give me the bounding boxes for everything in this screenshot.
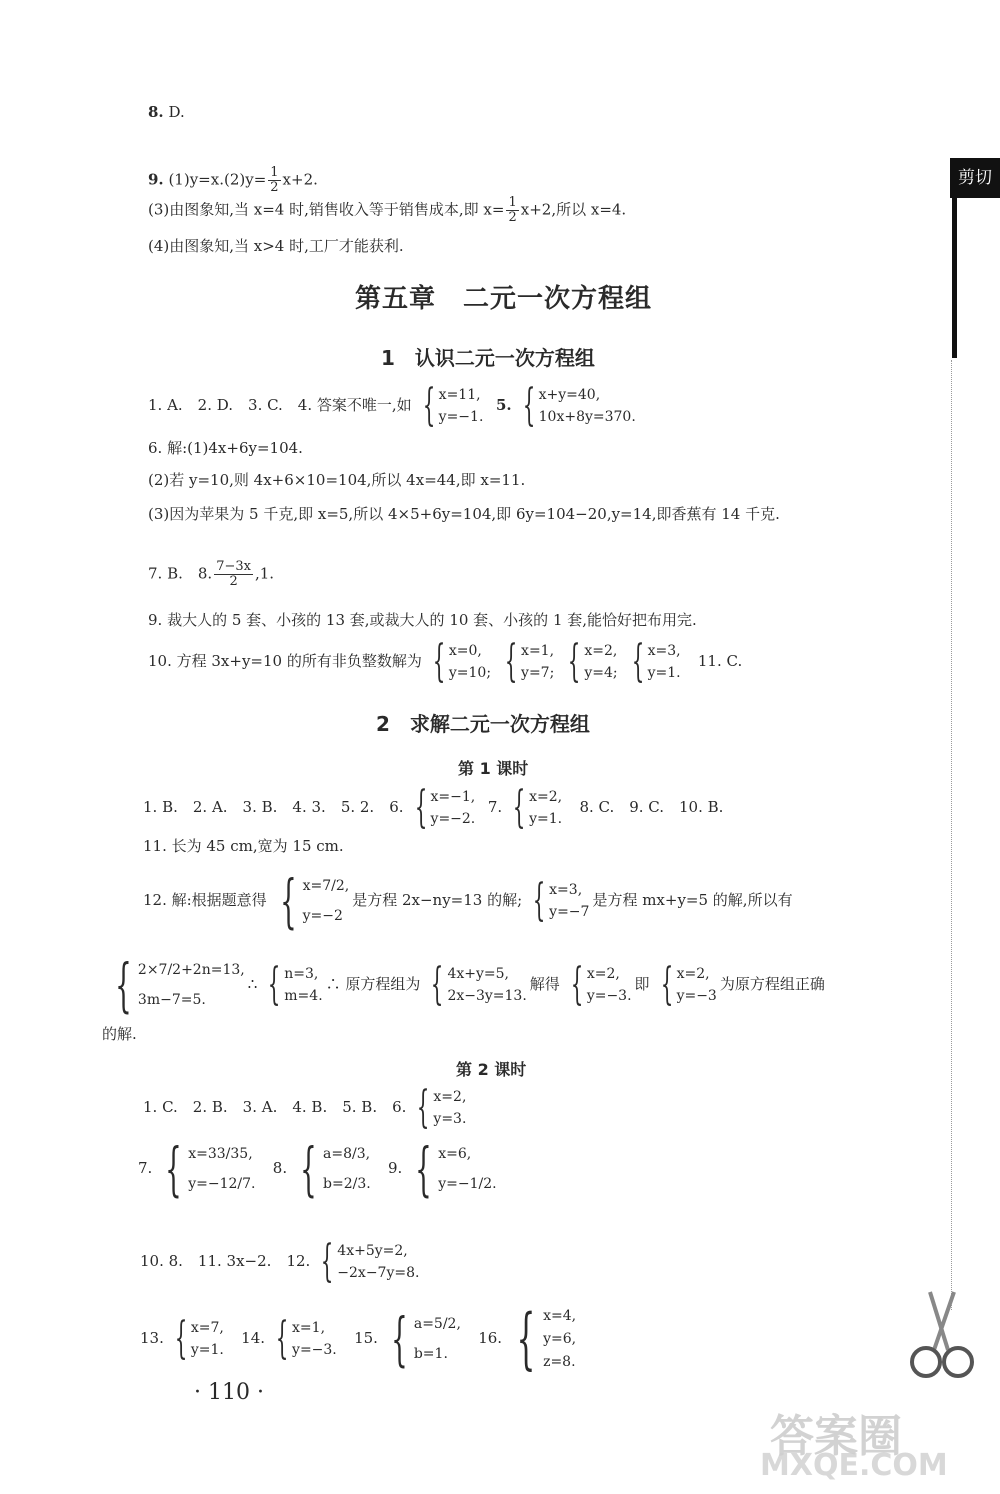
lesson2-line2: 7. { x=33/35, y=−12/7. 8. { a=8/3, b=2/3. 9. { x=6, y=−1/2. [138, 1135, 497, 1203]
lesson1-q12-cont: { 2×7/2+2n=13, 3m−7=5. ∴ { n=3, m=4. ∴ 原方程组为 { 4x+y=5, 2x−3y=13. 解得 { x=2, y=−3. 即 { x=2, y=−3 为原方程组正确 [115, 951, 825, 1019]
lesson-1-title: 第 1 课时 [458, 759, 529, 778]
sec1-q6-3: (3)因为苹果为 5 千克,即 x=5,所以 4×5+6y=104,即 6y=104−20,y=14,即香蕉有 14 千克. [148, 505, 780, 523]
sec1-q10: 10. 方程 3x+y=10 的所有非负整数解为 { x=0, y=10; { x=1, y=7; { x=2, y=4; { x=3, y=1. 11. C. [148, 636, 743, 687]
sec1-line1: 1. A. 2. D. 3. C. 4. 答案不唯一,如 { x=11, y=−1. 5. { x+y=40, 10x+8y=370. [148, 380, 636, 431]
page-number: · 110 · [194, 1380, 264, 1405]
cut-tab: 剪切 [950, 158, 1000, 198]
cut-line [951, 360, 954, 1310]
sec1-q6-2: (2)若 y=10,则 4x+6×10=104,所以 4x=44,即 x=11. [148, 471, 526, 489]
prev-q8: 8. D. [148, 103, 185, 121]
lesson1-q11: 11. 长为 45 cm,宽为 15 cm. [143, 837, 344, 855]
sec1-q6: 6. 解:(1)4x+6y=104. [148, 439, 303, 457]
sec1-q7-8: 7. B. 8. $\frac{7-3x}{2}$ ,1. [148, 559, 275, 589]
lesson1-line1: 1. B. 2. A. 3. B. 4. 3. 5. 2. 6. { x=−1, y=−2. 7. { x=2, y=1. 8. C. 9. C. 10. B. [143, 782, 724, 833]
lesson2-line3: 10. 8. 11. 3x−2. 12. { 4x+5y=2, −2x−7y=8. [140, 1236, 420, 1287]
lesson1-q12-end: 的解. [102, 1025, 137, 1043]
watermark-logo: 答案圈 [770, 1411, 902, 1462]
prev-q9-3: (3)由图象知,当 x=4 时,销售收入等于销售成本,即 x= $\frac{1}{2}$ x+2,所以 x=4. [148, 195, 627, 225]
lesson1-q12: 12. 解:根据题意得 { x=7/2, y=−2 是方程 2x−ny=13 的解; { x=3, y=−7 是方程 mx+y=5 的解,所以有 [143, 867, 793, 935]
watermark-url: MXQE.COM [760, 1448, 948, 1483]
lesson2-line4: 13. { x=7, y=1. 14. { x=1, y=−3. 15. { a=5/2, b=1. 16. { x=4, y=6, z=8. [140, 1300, 577, 1377]
section-1-title: 1 认识二元一次方程组 [381, 346, 595, 370]
prev-q9-4: (4)由图象知,当 x>4 时,工厂才能获利. [148, 237, 404, 255]
sec1-q9: 9. 裁大人的 5 套、小孩的 13 套,或裁大人的 10 套、小孩的 1 套,能恰好把布用完. [148, 611, 697, 629]
scissors-icon [902, 1288, 980, 1380]
lesson2-line1: 1. C. 2. B. 3. A. 4. B. 5. B. 6. { x=2, y=3. [143, 1082, 467, 1133]
prev-q9: 9. (1)y=x.(2)y= $\frac{1}{2}$ x+2. [148, 165, 318, 195]
chapter-title: 第五章 二元一次方程组 [355, 284, 653, 314]
tab-bar [952, 198, 957, 358]
lesson-2-title: 第 2 课时 [456, 1060, 527, 1079]
section-2-title: 2 求解二元一次方程组 [376, 712, 590, 736]
